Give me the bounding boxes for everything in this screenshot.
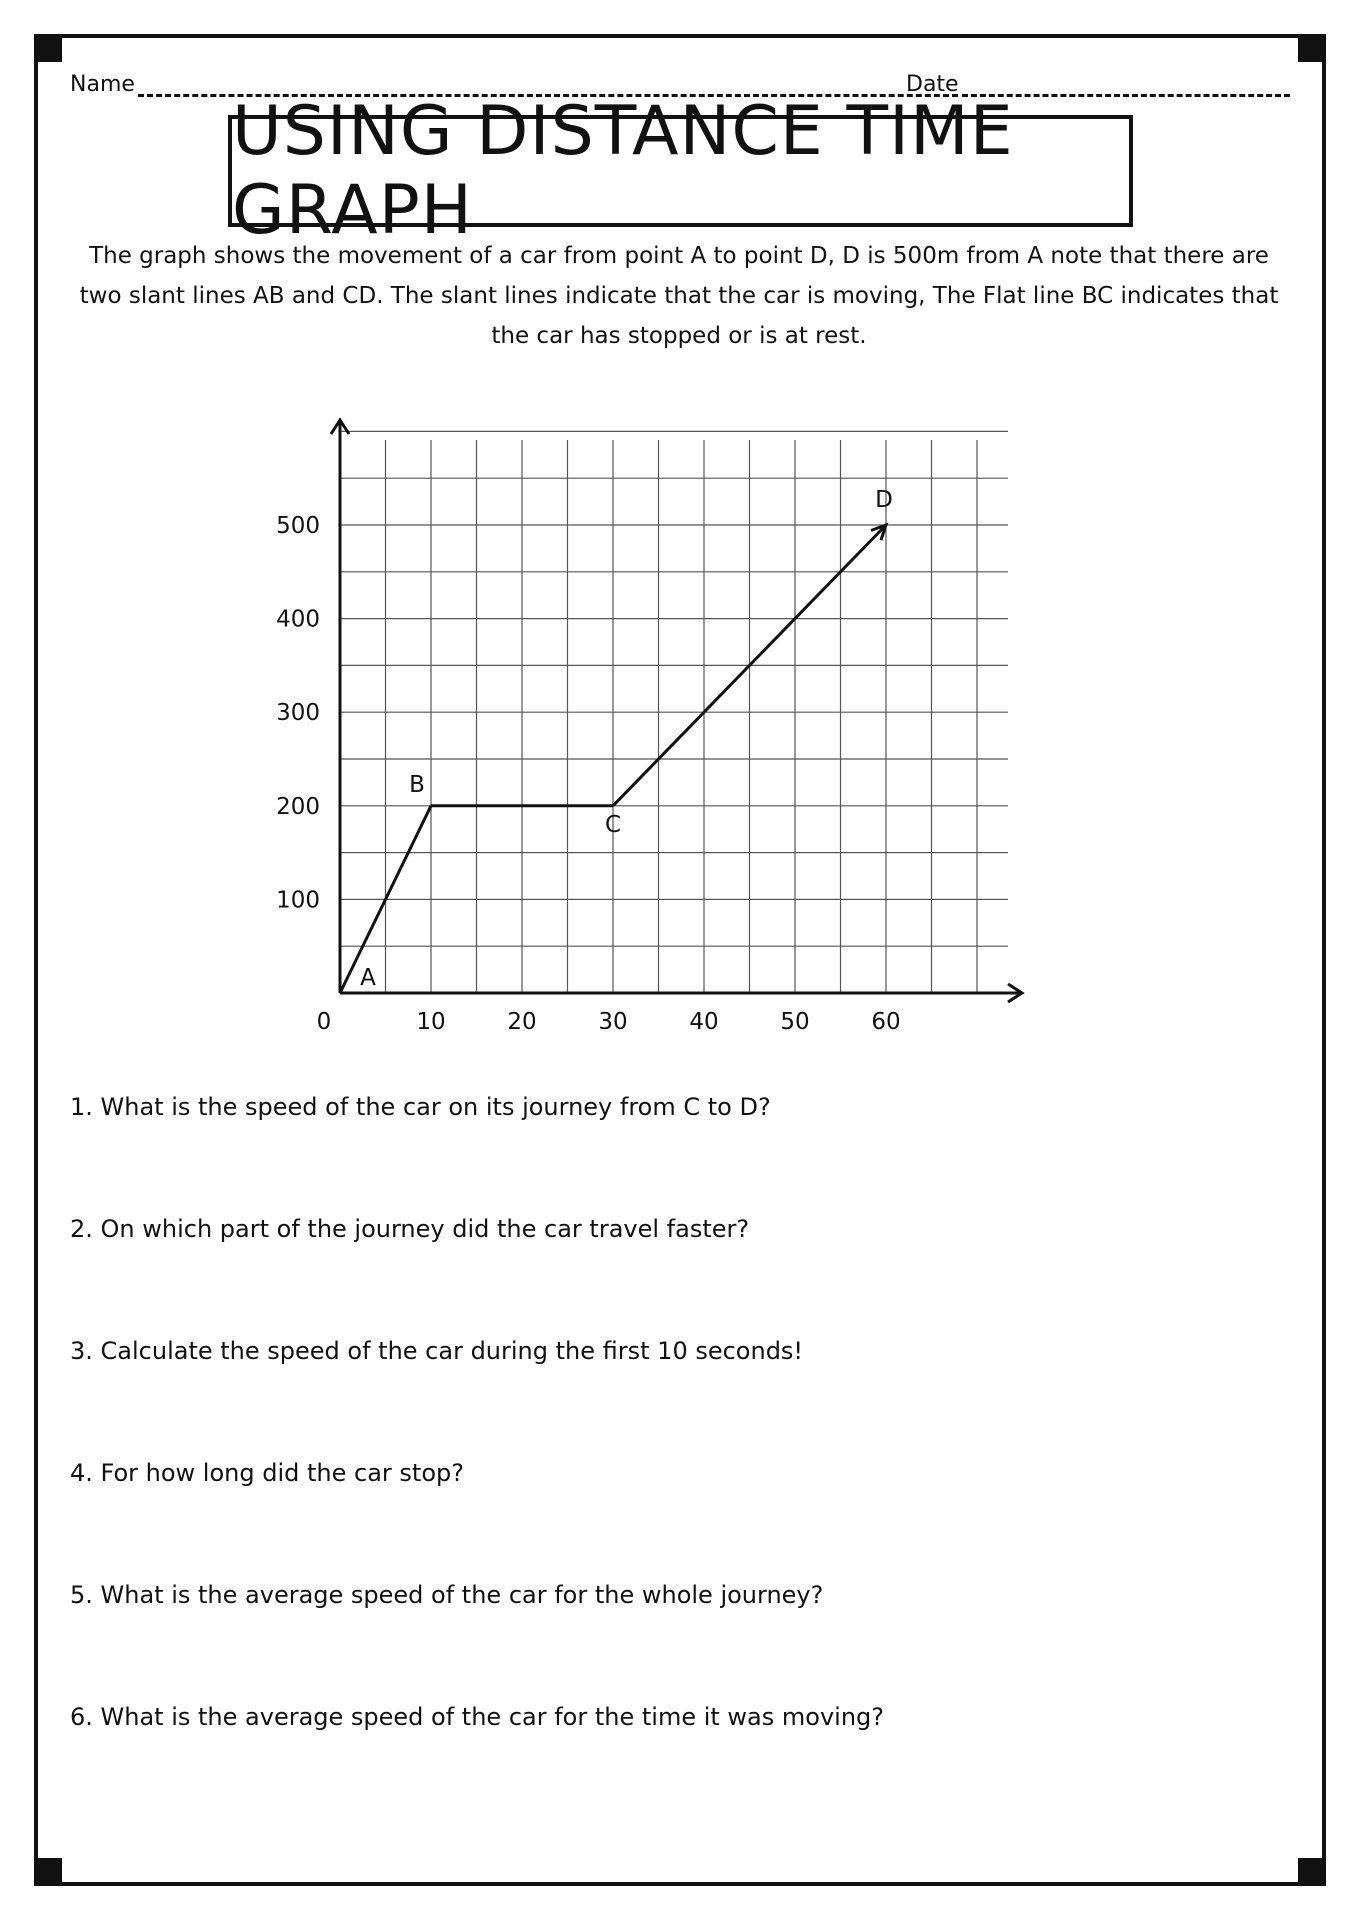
chart-tick-labels: [276, 513, 901, 1035]
y-tick-label: 100: [276, 887, 320, 914]
question-6: 6. What is the average speed of the car for the time it was moving?: [70, 1703, 885, 1731]
x-tick-label: 0: [316, 1009, 332, 1035]
x-tick-label: 30: [598, 1009, 628, 1035]
x-tick-label: 50: [780, 1009, 810, 1035]
y-tick-label: 200: [276, 793, 320, 820]
question-3: 3. Calculate the speed of the car during the first 10 seconds!: [70, 1337, 804, 1365]
question-2: 2. On which part of the journey did the car travel faster?: [70, 1215, 750, 1243]
x-tick-label: 20: [507, 1009, 537, 1035]
y-tick-label: 500: [276, 513, 320, 539]
question-4: 4. For how long did the car stop?: [70, 1459, 464, 1487]
point-label-d: D: [875, 487, 893, 513]
y-tick-label: 400: [276, 606, 320, 633]
x-tick-label: 40: [689, 1009, 719, 1035]
page-title: USING DISTANCE TIME GRAPH: [232, 92, 1014, 250]
point-label-b: B: [409, 771, 425, 798]
name-label: Name: [70, 72, 135, 97]
intro-paragraph: The graph shows the movement of a car from point A to point D, D is 500m from A note that there are two slant lines AB and CD. The slant lines indicate that the car is moving, The Flat line BC indicates that the car has stopped or is at rest.: [79, 243, 1279, 349]
point-label-c: C: [604, 811, 622, 838]
chart-point-labels: [360, 487, 893, 991]
x-tick-label: 10: [416, 1009, 446, 1035]
corner-mark-bottom-right: [1298, 1858, 1326, 1886]
point-label-a: A: [360, 965, 376, 991]
x-tick-label: 60: [871, 1009, 901, 1035]
corner-mark-bottom-left: [34, 1858, 62, 1886]
y-tick-label: 300: [276, 700, 320, 727]
question-5: 5. What is the average speed of the car for the whole journey?: [70, 1581, 824, 1609]
chart-axes: [331, 420, 1022, 1002]
question-1: 1. What is the speed of the car on its journey from C to D?: [70, 1093, 771, 1121]
chart-grid: [340, 431, 1008, 993]
date-label: Date: [906, 72, 959, 97]
